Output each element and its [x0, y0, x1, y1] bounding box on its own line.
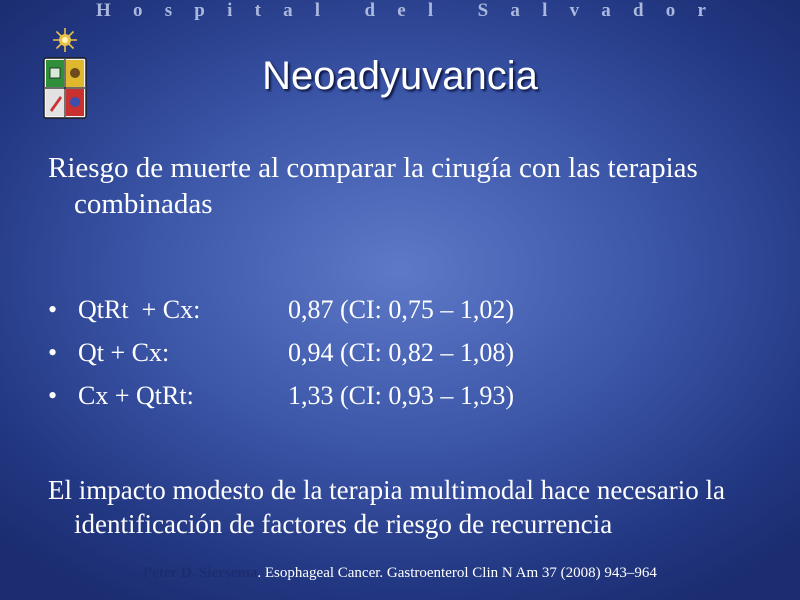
slide-title: Neoadyuvancia: [262, 54, 538, 98]
hospital-letter: d: [632, 0, 644, 21]
treatment-label: Cx + QtRt:: [78, 381, 194, 410]
hospital-letter: s: [164, 0, 173, 21]
hospital-letter: o: [665, 0, 676, 21]
hospital-letter: i: [227, 0, 233, 21]
hospital-letter: o: [132, 0, 143, 21]
hospital-letter: l: [542, 0, 548, 21]
hazard-ratio-list: [48, 288, 514, 417]
bullet-icon: •: [48, 295, 58, 324]
hospital-letter: l: [427, 0, 434, 21]
hazard-ratio-value: 1,33 (CI: 0,93 – 1,93): [288, 381, 515, 410]
hospital-letter: r: [697, 0, 706, 21]
list-item: [48, 374, 514, 417]
hospital-letter: l: [314, 0, 321, 21]
hospital-letter: a: [283, 0, 293, 21]
treatment-label: Qt + Cx:: [78, 338, 170, 367]
hospital-letter: e: [397, 0, 406, 21]
treatment-label: QtRt + Cx:: [78, 295, 201, 324]
hazard-ratio-value: 0,94 (CI: 0,82 – 1,08): [288, 338, 515, 367]
hazard-ratio-value: 0,87 (CI: 0,75 – 1,02): [288, 295, 515, 324]
hospital-letter: v: [569, 0, 580, 21]
citation-reference: . Esophageal Cancer. Gastroenterol Clin N Am 37 (2008) 943–964: [257, 565, 657, 581]
sun-star-icon: [53, 28, 77, 52]
citation-author: Peter D. Siersema: [143, 565, 258, 581]
list-item: [48, 331, 514, 374]
hospital-letter: a: [510, 0, 520, 21]
hospital-letter: t: [254, 0, 261, 21]
hospital-letter: p: [194, 0, 205, 21]
citation: [0, 564, 800, 582]
hospital-letter: H: [96, 0, 111, 21]
slide-conclusion: El impacto modesto de la terapia multimodal hace necesario la identificación de factores de riesgo de recurrencia: [48, 475, 725, 539]
header-band: [0, 0, 800, 24]
hospital-name: [96, 0, 706, 22]
hospital-letter: a: [601, 0, 611, 21]
bullet-icon: •: [48, 381, 58, 410]
list-item: [48, 288, 514, 331]
slide-subtitle: Riesgo de muerte al comparar la cirugía con las terapias combinadas: [48, 152, 698, 220]
bullet-icon: •: [48, 338, 58, 367]
hospital-letter: d: [364, 0, 376, 21]
hospital-letter: S: [477, 0, 489, 21]
